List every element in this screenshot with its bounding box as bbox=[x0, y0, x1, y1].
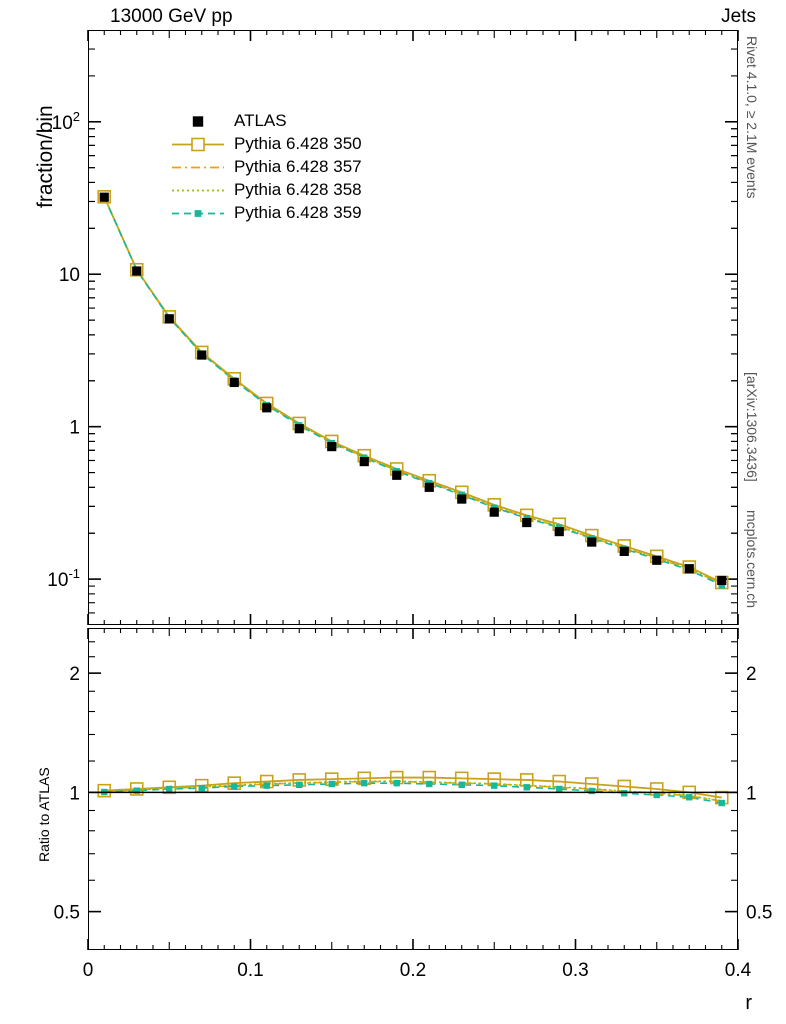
ratio-marker-pythia359 bbox=[394, 780, 400, 786]
data-point-atlas bbox=[620, 547, 629, 556]
series-line-2 bbox=[104, 197, 722, 584]
x-tick-label: 0.1 bbox=[237, 960, 264, 981]
data-point-atlas bbox=[165, 314, 174, 323]
data-point-atlas bbox=[360, 457, 369, 466]
data-point-atlas bbox=[327, 442, 336, 451]
ratio-y-tick-label-right: 2 bbox=[746, 664, 757, 686]
ratio-y-tick-label: 1 bbox=[69, 783, 80, 805]
ratio-marker-pythia359 bbox=[199, 785, 205, 791]
legend-label: ATLAS bbox=[234, 111, 287, 130]
y-tick-label: 1 bbox=[69, 417, 80, 439]
x-axis-label: r bbox=[745, 992, 752, 1014]
y-tick-label: 10 bbox=[58, 265, 80, 287]
data-point-atlas bbox=[587, 537, 596, 546]
data-point-atlas bbox=[652, 556, 661, 565]
ratio-marker-pythia359 bbox=[589, 788, 595, 794]
data-point-atlas bbox=[717, 576, 726, 585]
ratio-y-tick-label: 0.5 bbox=[53, 902, 80, 924]
data-point-atlas bbox=[555, 527, 564, 536]
data-point-atlas bbox=[522, 518, 531, 527]
ratio-marker-pythia359 bbox=[231, 783, 237, 789]
rivet-version-note: Rivet 4.1.0, ≥ 2.1M events bbox=[744, 36, 760, 199]
x-tick-label: 0.4 bbox=[724, 960, 752, 981]
ratio-marker-pythia359 bbox=[459, 782, 465, 788]
ratio-marker-pythia359 bbox=[361, 780, 367, 786]
ratio-y-tick-label-right: 0.5 bbox=[746, 902, 773, 924]
x-tick-label: 0.3 bbox=[562, 960, 589, 981]
main-y-axis-label: fraction/bin bbox=[34, 105, 57, 208]
ratio-marker-pythia359 bbox=[296, 782, 302, 788]
legend-label: Pythia 6.428 350 bbox=[234, 134, 362, 153]
mcplots-note: mcplots.cern.ch bbox=[744, 510, 760, 609]
ratio-marker-pythia359 bbox=[329, 781, 335, 787]
data-point-atlas bbox=[685, 564, 694, 573]
data-point-atlas bbox=[100, 193, 109, 202]
ratio-marker-pythia359 bbox=[556, 786, 562, 792]
header-analysis-label: Jets bbox=[721, 6, 756, 27]
arxiv-note: [arXiv:1306.3436] bbox=[744, 372, 760, 482]
ratio-marker-pythia359 bbox=[491, 782, 497, 788]
ratio-y-tick-label-right: 1 bbox=[746, 783, 757, 805]
data-point-atlas bbox=[425, 483, 434, 492]
y-tick-label: $10^{-1}$ bbox=[47, 566, 80, 592]
legend-label: Pythia 6.428 357 bbox=[234, 157, 362, 176]
legend-label: Pythia 6.428 358 bbox=[234, 180, 362, 199]
data-point-atlas bbox=[262, 403, 271, 412]
ratio-marker-pythia359 bbox=[426, 781, 432, 787]
header-beam-label: 13000 GeV pp bbox=[110, 6, 233, 27]
series-line-4 bbox=[104, 197, 722, 585]
ratio-y-axis-label: Ratio to ATLAS bbox=[36, 767, 52, 862]
ratio-marker-pythia359 bbox=[264, 782, 270, 788]
ratio-marker-pythia359 bbox=[524, 784, 530, 790]
ratio-marker-pythia359 bbox=[621, 790, 627, 796]
series-line-1 bbox=[104, 197, 722, 583]
series-line-3 bbox=[104, 197, 722, 584]
data-point-atlas bbox=[132, 266, 141, 275]
legend-label: Pythia 6.428 359 bbox=[234, 203, 362, 222]
data-point-atlas bbox=[457, 494, 466, 503]
data-point-atlas bbox=[295, 424, 304, 433]
data-point-atlas bbox=[197, 350, 206, 359]
x-tick-label: 0.2 bbox=[399, 960, 427, 981]
ratio-marker-pythia359 bbox=[166, 786, 172, 792]
data-point-atlas bbox=[230, 378, 239, 387]
x-tick-label: 0 bbox=[82, 960, 94, 981]
ratio-marker-pythia359 bbox=[719, 800, 725, 806]
y-tick-label: $10^2$ bbox=[51, 108, 80, 134]
ratio-y-tick-label: 2 bbox=[69, 664, 80, 686]
data-point-atlas bbox=[392, 471, 401, 480]
ratio-marker-pythia359 bbox=[686, 794, 692, 800]
data-point-atlas bbox=[490, 508, 499, 517]
